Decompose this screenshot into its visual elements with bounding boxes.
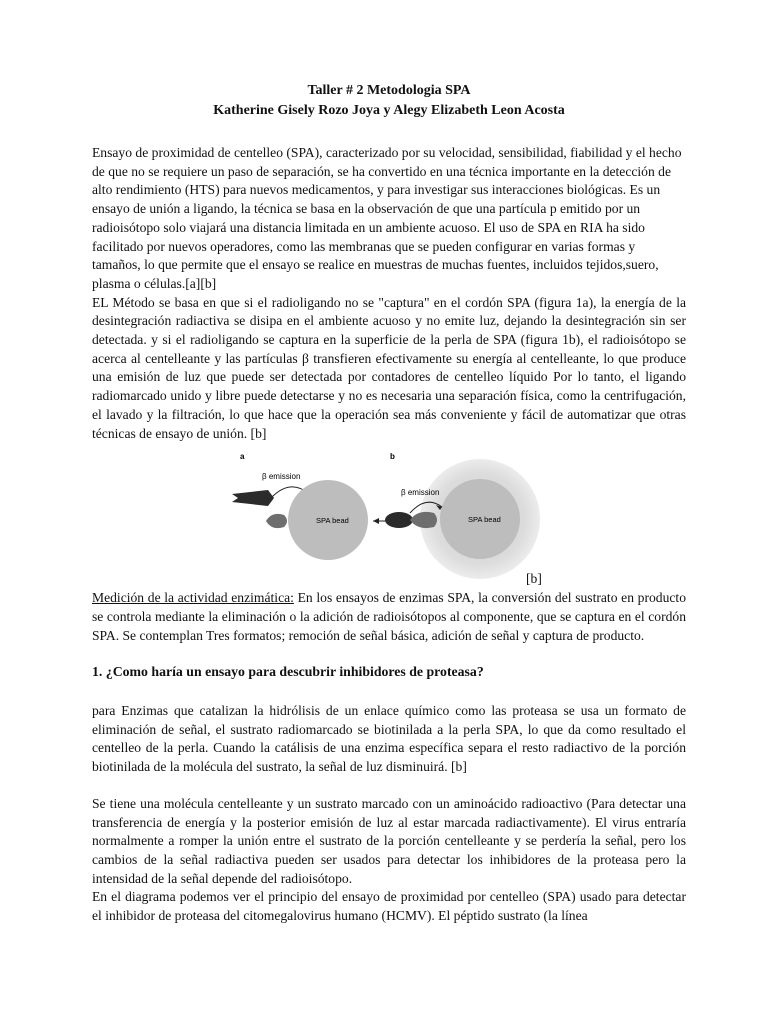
figure-citation: [b] [526, 571, 542, 587]
bead-label-a: SPA bead [316, 516, 349, 526]
answer-paragraph-3: En el diagrama podemos ver el principio del ensayo de proximidad por centelleo (SPA) usado para detectar el inhibidor de proteasa del citomegalovirus humano (HCMV). El péptido sustrato (la línea [92, 889, 686, 924]
radioligand-bound [385, 512, 413, 528]
enzyme-heading: Medición de la actividad enzimática: [92, 590, 294, 606]
radioligand-free [232, 490, 274, 506]
arrowhead-left [373, 518, 379, 524]
panel-label-a: a [240, 452, 245, 462]
title-block [92, 0, 686, 121]
answer-paragraph-1: para Enzimas que catalizan la hidrólisis de un enlace químico como las proteasa se usa un formato de eliminación de señal, el sustrato radiomarcado se biotinilada a la perla SPA, lo que da como resultado el centelleo de la perla. Cuando la catálisis de una enzima específica separa el resto radiactivo de la porción biotinilada de la molécula del sustrato, la señal de luz disminuirá. [b] [92, 703, 686, 775]
document-authors: Katherine Gisely Rozo Joya y Alegy Elizabeth Leon Acosta [213, 103, 565, 118]
enzyme-paragraph [92, 589, 686, 645]
spa-diagram [230, 447, 560, 579]
answer-paragraph-2: Se tiene una molécula centelleante y un sustrato marcado con un aminoácido radioactivo (Para detectar una transferencia de energía y la posterior emisión de luz al estar marcada radiactivamente). El virus entraría normalmente a romper la unión entre el sustrato de la porción centelleante y se perdería la señal, pero los cambios de la señal radiactiva pueden ser usados para detectar los inhibidores de la proteasa pero la intensidad de la señal depende del radioisótopo. [92, 795, 686, 886]
bead-label-b: SPA bead [468, 515, 501, 525]
question-heading: 1. ¿Como haría un ensayo para descubrir inhibidores de proteasa? [92, 664, 484, 680]
receptor-a [266, 514, 287, 528]
emission-label-a: β emission [262, 472, 301, 482]
enzyme-text: En los ensayos de enzimas SPA, la conversión del sustrato en producto se controla mediante la eliminación o la adición de radioisótopos al componente, que se captura en el cordón SPA. Se contemplan Tres formatos; remoción de señal básica, adición de señal y captura de producto. [92, 590, 686, 643]
receptor-b [410, 512, 437, 528]
spa-figure [92, 447, 686, 589]
panel-label-b: b [390, 452, 395, 462]
emission-label-b: β emission [401, 488, 440, 498]
document-title: Taller # 2 Metodologia SPA [307, 83, 471, 98]
method-paragraph: EL Método se basa en que si el radioligando no se "captura" en el cordón SPA (figura 1a), la energía de la desintegración radiactiva se disipa en el ambiente acuoso y no emite luz, dejando la desintegración sin ser detectada. y si el radioligando se captura en la superficie de la perla de SPA (figura 1b), el radioisótopo se acerca al centelleante y las partículas β transfieren efectivamente su energía al centelleante, lo que produce una emisión de luz que puede ser detectada por contadores de centelleo líquido Por lo tanto, el ligando radiomarcado unido y libre puede detectarse y no es necesaria una separación física, como la centrifugación, el lavado y la filtración, lo que hace que la operación sea más conveniente y fácil de automatizar que otras técnicas de ensayo de unión. [b] [92, 294, 686, 441]
intro-paragraph: Ensayo de proximidad de centelleo (SPA), caracterizado por su velocidad, sensibilidad, fiabilidad y el hecho de que no se requiere un paso de separación, se ha convertido en una técnica importante en la detección de alto rendimiento (HTS) para nuevos medicamentos, y para investigar sus interacciones biológicas. Es un ensayo de unión a ligando, la técnica se basa en la observación de que una partícula p emitido por un radioisótopo solo viajará una distancia limitada en un ambiente acuoso. El uso de SPA en RIA ha sido facilitado por nuevos operadores, como las membranas que se pueden configurar en varias formas y tamaños, lo que permite que el ensayo se realice en muestras de muchas fuentes, incluidos tejidos,suero, plasma o células.[a][b] [92, 145, 682, 291]
